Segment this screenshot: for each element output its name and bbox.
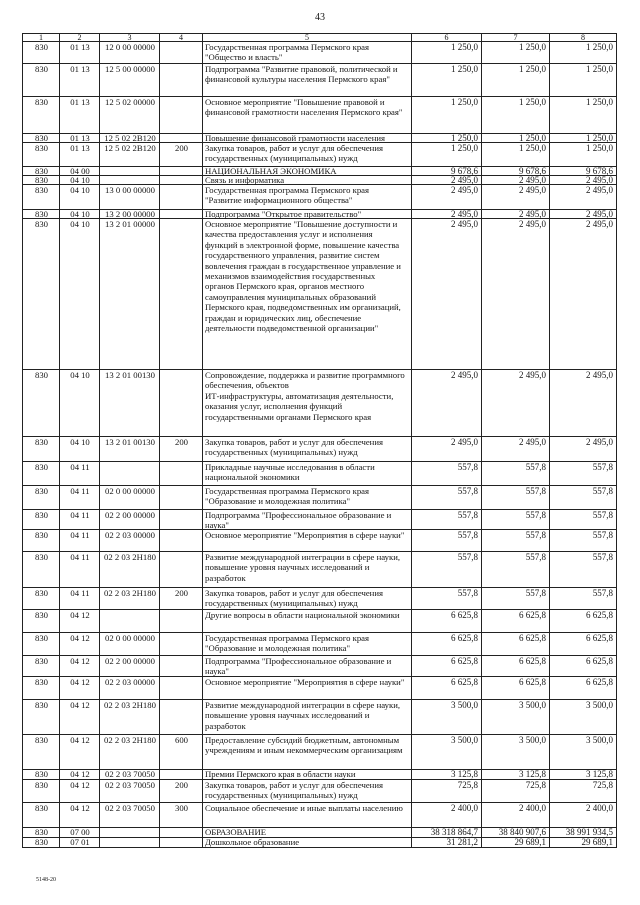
- cell-amount-col8: 557,8: [550, 588, 617, 610]
- cell-amount-col6: 2 495,0: [412, 185, 482, 210]
- cell-agency-code: 830: [23, 143, 60, 167]
- cell-expense-type: [160, 167, 203, 176]
- table-row: [23, 735, 617, 770]
- cell-amount-col7: 1 250,0: [482, 134, 550, 143]
- cell-item-name: Основное мероприятие "Повышение доступности и качества предоставления услуг и исполнения функций в электронной форме, повышение качества государственного управления, развитие систем вовлечения граждан в государственное управление и механизмов взаимодействия государственных органов Пермского края, органов местного самоуправления муниципальных образований Пермского края, подведомственных им организаций, граждан и юридических лиц, обеспечение деятельности подведомственной организации": [203, 219, 412, 370]
- table-row: [23, 486, 617, 510]
- cell-expense-type: [160, 176, 203, 185]
- cell-item-name: НАЦИОНАЛЬНАЯ ЭКОНОМИКА: [203, 167, 412, 176]
- cell-item-name: Государственная программа Пермского края "Образование и молодежная политика": [203, 486, 412, 510]
- cell-item-name: Премии Пермского края в области науки: [203, 770, 412, 780]
- cell-expense-type: 200: [160, 143, 203, 167]
- cell-amount-col6: 38 318 864,7: [412, 828, 482, 838]
- table-header-row: [23, 34, 617, 42]
- cell-amount-col6: 557,8: [412, 462, 482, 486]
- cell-expense-type: [160, 510, 203, 530]
- cell-item-name: Основное мероприятие "Мероприятия в сфере науки": [203, 677, 412, 700]
- cell-amount-col8: 2 495,0: [550, 370, 617, 437]
- cell-amount-col6: 1 250,0: [412, 97, 482, 134]
- cell-item-name: Другие вопросы в области национальной экономики: [203, 610, 412, 633]
- cell-target-code: 13 2 01 00130: [100, 370, 160, 437]
- cell-section-code: 01 13: [60, 134, 100, 143]
- cell-amount-col7: 1 250,0: [482, 42, 550, 64]
- cell-agency-code: 830: [23, 185, 60, 210]
- cell-agency-code: 830: [23, 656, 60, 677]
- cell-item-name: Дошкольное образование: [203, 838, 412, 848]
- table-row: [23, 143, 617, 167]
- cell-item-name: Повышение финансовой грамотности населения: [203, 134, 412, 143]
- cell-amount-col6: 9 678,6: [412, 167, 482, 176]
- cell-agency-code: 830: [23, 510, 60, 530]
- table-row: [23, 370, 617, 437]
- cell-target-code: 02 2 00 00000: [100, 656, 160, 677]
- cell-amount-col8: 1 250,0: [550, 64, 617, 97]
- cell-amount-col7: 38 840 907,6: [482, 828, 550, 838]
- cell-target-code: 02 2 03 00000: [100, 677, 160, 700]
- cell-agency-code: 830: [23, 610, 60, 633]
- cell-section-code: 04 12: [60, 780, 100, 803]
- cell-agency-code: 830: [23, 486, 60, 510]
- cell-amount-col7: 6 625,8: [482, 656, 550, 677]
- table-row: [23, 633, 617, 656]
- cell-amount-col6: 1 250,0: [412, 42, 482, 64]
- cell-amount-col6: 1 250,0: [412, 143, 482, 167]
- cell-amount-col6: 6 625,8: [412, 677, 482, 700]
- cell-target-code: 13 2 01 00130: [100, 437, 160, 462]
- cell-item-name: Закупка товаров, работ и услуг для обеспечения государственных (муниципальных) нужд: [203, 588, 412, 610]
- cell-section-code: 04 11: [60, 462, 100, 486]
- cell-expense-type: [160, 210, 203, 219]
- cell-section-code: 04 11: [60, 510, 100, 530]
- cell-expense-type: [160, 134, 203, 143]
- cell-amount-col8: 1 250,0: [550, 42, 617, 64]
- cell-amount-col8: 725,8: [550, 780, 617, 803]
- cell-amount-col7: 3 125,8: [482, 770, 550, 780]
- cell-target-code: [100, 838, 160, 848]
- cell-item-name: Подпрограмма "Открытое правительство": [203, 210, 412, 219]
- cell-expense-type: [160, 552, 203, 588]
- cell-amount-col6: 557,8: [412, 588, 482, 610]
- header-col-5: 5: [203, 34, 412, 42]
- cell-target-code: [100, 828, 160, 838]
- cell-amount-col8: 1 250,0: [550, 143, 617, 167]
- table-row: [23, 588, 617, 610]
- cell-agency-code: 830: [23, 64, 60, 97]
- cell-amount-col6: 2 495,0: [412, 219, 482, 370]
- table-row: [23, 552, 617, 588]
- cell-target-code: 02 2 03 70050: [100, 803, 160, 828]
- cell-expense-type: [160, 219, 203, 370]
- cell-expense-type: [160, 530, 203, 552]
- cell-amount-col8: 9 678,6: [550, 167, 617, 176]
- cell-section-code: 04 10: [60, 437, 100, 462]
- cell-amount-col7: 557,8: [482, 530, 550, 552]
- cell-target-code: [100, 462, 160, 486]
- cell-section-code: 01 13: [60, 42, 100, 64]
- cell-item-name: Развитие международной интеграции в сфере науки, повышение уровня научных исследований и разработок: [203, 552, 412, 588]
- header-col-2: 2: [60, 34, 100, 42]
- cell-agency-code: 830: [23, 210, 60, 219]
- cell-target-code: 13 0 00 00000: [100, 185, 160, 210]
- cell-amount-col7: 1 250,0: [482, 143, 550, 167]
- table-row: [23, 510, 617, 530]
- header-col-8: 8: [550, 34, 617, 42]
- cell-amount-col6: 1 250,0: [412, 64, 482, 97]
- cell-amount-col7: 3 500,0: [482, 700, 550, 735]
- table-row: [23, 437, 617, 462]
- cell-amount-col8: 6 625,8: [550, 677, 617, 700]
- cell-expense-type: [160, 677, 203, 700]
- cell-section-code: 04 12: [60, 633, 100, 656]
- cell-target-code: 02 2 03 2Н180: [100, 735, 160, 770]
- footer-document-code: 5148-20: [36, 877, 56, 883]
- cell-expense-type: [160, 656, 203, 677]
- cell-section-code: 04 10: [60, 219, 100, 370]
- cell-target-code: 02 2 03 00000: [100, 530, 160, 552]
- cell-expense-type: 200: [160, 780, 203, 803]
- cell-amount-col6: 557,8: [412, 530, 482, 552]
- table-row: [23, 462, 617, 486]
- cell-amount-col7: 1 250,0: [482, 64, 550, 97]
- cell-target-code: 02 2 03 2Н180: [100, 700, 160, 735]
- cell-amount-col6: 2 495,0: [412, 176, 482, 185]
- cell-section-code: 07 00: [60, 828, 100, 838]
- cell-item-name: Закупка товаров, работ и услуг для обеспечения государственных (муниципальных) нужд: [203, 780, 412, 803]
- cell-target-code: 12 0 00 00000: [100, 42, 160, 64]
- cell-amount-col7: 557,8: [482, 486, 550, 510]
- cell-expense-type: [160, 486, 203, 510]
- table-row: [23, 134, 617, 143]
- cell-target-code: 12 5 02 00000: [100, 97, 160, 134]
- cell-amount-col6: 557,8: [412, 510, 482, 530]
- cell-section-code: 04 11: [60, 588, 100, 610]
- cell-amount-col7: 2 495,0: [482, 219, 550, 370]
- cell-agency-code: 830: [23, 42, 60, 64]
- cell-target-code: 02 0 00 00000: [100, 486, 160, 510]
- cell-amount-col8: 557,8: [550, 552, 617, 588]
- cell-amount-col6: 3 125,8: [412, 770, 482, 780]
- cell-expense-type: [160, 462, 203, 486]
- cell-amount-col8: 2 400,0: [550, 803, 617, 828]
- cell-agency-code: 830: [23, 838, 60, 848]
- cell-amount-col8: 557,8: [550, 530, 617, 552]
- cell-expense-type: [160, 610, 203, 633]
- cell-expense-type: [160, 828, 203, 838]
- cell-item-name: Закупка товаров, работ и услуг для обеспечения государственных (муниципальных) нужд: [203, 437, 412, 462]
- cell-section-code: 04 00: [60, 167, 100, 176]
- table-row: [23, 610, 617, 633]
- cell-section-code: 01 13: [60, 97, 100, 134]
- table-row: [23, 219, 617, 370]
- cell-amount-col7: 725,8: [482, 780, 550, 803]
- cell-item-name: Закупка товаров, работ и услуг для обеспечения государственных (муниципальных) нужд: [203, 143, 412, 167]
- cell-item-name: Основное мероприятие "Мероприятия в сфере науки": [203, 530, 412, 552]
- cell-section-code: 04 12: [60, 700, 100, 735]
- cell-expense-type: [160, 42, 203, 64]
- cell-amount-col6: 557,8: [412, 552, 482, 588]
- cell-agency-code: 830: [23, 437, 60, 462]
- cell-agency-code: 830: [23, 134, 60, 143]
- cell-item-name: Связь и информатика: [203, 176, 412, 185]
- table-row: [23, 210, 617, 219]
- cell-agency-code: 830: [23, 167, 60, 176]
- cell-amount-col8: 6 625,8: [550, 633, 617, 656]
- cell-amount-col7: 6 625,8: [482, 610, 550, 633]
- cell-agency-code: 830: [23, 677, 60, 700]
- cell-amount-col7: 29 689,1: [482, 838, 550, 848]
- cell-amount-col7: 6 625,8: [482, 633, 550, 656]
- cell-amount-col6: 2 495,0: [412, 437, 482, 462]
- cell-target-code: 13 2 01 00000: [100, 219, 160, 370]
- table-row: [23, 780, 617, 803]
- cell-target-code: 02 2 00 00000: [100, 510, 160, 530]
- cell-agency-code: 830: [23, 97, 60, 134]
- cell-amount-col8: 3 125,8: [550, 770, 617, 780]
- table-row: [23, 42, 617, 64]
- cell-item-name: Сопровождение, поддержка и развитие программного обеспечения, объектов ИТ-инфраструктуры, автоматизация деятельности, оказания услуг, исполнения функций государственными органами Пермского края: [203, 370, 412, 437]
- cell-item-name: Развитие международной интеграции в сфере науки, повышение уровня научных исследований и разработок: [203, 700, 412, 735]
- cell-amount-col7: 2 495,0: [482, 185, 550, 210]
- header-col-4: 4: [160, 34, 203, 42]
- cell-target-code: 02 2 03 70050: [100, 770, 160, 780]
- cell-target-code: [100, 167, 160, 176]
- cell-amount-col8: 6 625,8: [550, 610, 617, 633]
- cell-expense-type: [160, 770, 203, 780]
- cell-expense-type: [160, 97, 203, 134]
- cell-amount-col8: 29 689,1: [550, 838, 617, 848]
- cell-item-name: Подпрограмма "Развитие правовой, политической и финансовой культуры населения Пермского края": [203, 64, 412, 97]
- cell-section-code: 04 12: [60, 610, 100, 633]
- page-number: 43: [315, 12, 325, 23]
- cell-amount-col8: 557,8: [550, 486, 617, 510]
- cell-target-code: 02 2 03 70050: [100, 780, 160, 803]
- cell-agency-code: 830: [23, 828, 60, 838]
- cell-agency-code: 830: [23, 370, 60, 437]
- cell-amount-col8: 2 495,0: [550, 176, 617, 185]
- cell-item-name: Подпрограмма "Профессиональное образование и наука": [203, 510, 412, 530]
- cell-amount-col8: 3 500,0: [550, 735, 617, 770]
- table-row: [23, 838, 617, 848]
- cell-amount-col6: 3 500,0: [412, 700, 482, 735]
- cell-amount-col7: 557,8: [482, 462, 550, 486]
- header-col-7: 7: [482, 34, 550, 42]
- cell-amount-col7: 2 495,0: [482, 437, 550, 462]
- cell-section-code: 01 13: [60, 64, 100, 97]
- cell-expense-type: 600: [160, 735, 203, 770]
- table-row: [23, 656, 617, 677]
- cell-agency-code: 830: [23, 530, 60, 552]
- cell-section-code: 04 10: [60, 210, 100, 219]
- cell-amount-col6: 1 250,0: [412, 134, 482, 143]
- cell-amount-col7: 6 625,8: [482, 677, 550, 700]
- cell-section-code: 04 11: [60, 486, 100, 510]
- cell-amount-col6: 557,8: [412, 486, 482, 510]
- cell-agency-code: 830: [23, 803, 60, 828]
- cell-amount-col6: 31 281,2: [412, 838, 482, 848]
- cell-amount-col8: 2 495,0: [550, 185, 617, 210]
- cell-amount-col7: 1 250,0: [482, 97, 550, 134]
- cell-amount-col8: 3 500,0: [550, 700, 617, 735]
- header-col-3: 3: [100, 34, 160, 42]
- budget-table: [22, 33, 617, 848]
- cell-amount-col8: 557,8: [550, 462, 617, 486]
- cell-item-name: Социальное обеспечение и иные выплаты населению: [203, 803, 412, 828]
- cell-item-name: Государственная программа Пермского края "Образование и молодежная политика": [203, 633, 412, 656]
- cell-target-code: 12 5 02 2В120: [100, 143, 160, 167]
- cell-target-code: 13 2 00 00000: [100, 210, 160, 219]
- cell-amount-col6: 6 625,8: [412, 610, 482, 633]
- cell-amount-col6: 6 625,8: [412, 656, 482, 677]
- header-col-1: 1: [23, 34, 60, 42]
- cell-expense-type: [160, 633, 203, 656]
- cell-expense-type: 200: [160, 437, 203, 462]
- table-row: [23, 530, 617, 552]
- cell-agency-code: 830: [23, 700, 60, 735]
- cell-amount-col8: 557,8: [550, 510, 617, 530]
- cell-expense-type: [160, 370, 203, 437]
- cell-expense-type: [160, 838, 203, 848]
- cell-agency-code: 830: [23, 770, 60, 780]
- cell-item-name: Основное мероприятие "Повышение правовой и финансовой грамотности населения Пермского края": [203, 97, 412, 134]
- cell-amount-col7: 2 495,0: [482, 370, 550, 437]
- cell-amount-col8: 1 250,0: [550, 97, 617, 134]
- table-row: [23, 185, 617, 210]
- cell-amount-col8: 6 625,8: [550, 656, 617, 677]
- cell-section-code: 04 12: [60, 735, 100, 770]
- cell-amount-col8: 2 495,0: [550, 219, 617, 370]
- cell-agency-code: 830: [23, 588, 60, 610]
- table-row: [23, 770, 617, 780]
- table-row: [23, 97, 617, 134]
- cell-agency-code: 830: [23, 219, 60, 370]
- cell-agency-code: 830: [23, 176, 60, 185]
- cell-item-name: Предоставление субсидий бюджетным, автономным учреждениям и иным некоммерческим организациям: [203, 735, 412, 770]
- cell-expense-type: 300: [160, 803, 203, 828]
- cell-section-code: 04 10: [60, 370, 100, 437]
- cell-section-code: 04 12: [60, 677, 100, 700]
- cell-target-code: 02 0 00 00000: [100, 633, 160, 656]
- cell-agency-code: 830: [23, 552, 60, 588]
- cell-amount-col6: 6 625,8: [412, 633, 482, 656]
- cell-target-code: 12 5 02 2В120: [100, 134, 160, 143]
- cell-amount-col6: 725,8: [412, 780, 482, 803]
- cell-amount-col7: 9 678,6: [482, 167, 550, 176]
- cell-section-code: 04 11: [60, 552, 100, 588]
- table-row: [23, 803, 617, 828]
- cell-section-code: 04 10: [60, 176, 100, 185]
- cell-amount-col6: 2 400,0: [412, 803, 482, 828]
- cell-agency-code: 830: [23, 735, 60, 770]
- cell-amount-col6: 2 495,0: [412, 210, 482, 219]
- cell-amount-col6: 2 495,0: [412, 370, 482, 437]
- cell-amount-col7: 2 495,0: [482, 210, 550, 219]
- cell-target-code: 02 2 03 2Н180: [100, 552, 160, 588]
- cell-amount-col7: 557,8: [482, 588, 550, 610]
- cell-amount-col8: 38 991 934,5: [550, 828, 617, 838]
- cell-item-name: Государственная программа Пермского края "Развитие информационного общества": [203, 185, 412, 210]
- cell-expense-type: [160, 700, 203, 735]
- cell-amount-col8: 2 495,0: [550, 210, 617, 219]
- cell-agency-code: 830: [23, 462, 60, 486]
- cell-section-code: 04 10: [60, 185, 100, 210]
- cell-target-code: [100, 610, 160, 633]
- header-col-6: 6: [412, 34, 482, 42]
- cell-section-code: 01 13: [60, 143, 100, 167]
- table-row: [23, 700, 617, 735]
- cell-item-name: ОБРАЗОВАНИЕ: [203, 828, 412, 838]
- cell-amount-col7: 2 400,0: [482, 803, 550, 828]
- cell-agency-code: 830: [23, 633, 60, 656]
- cell-amount-col7: 557,8: [482, 552, 550, 588]
- cell-target-code: 02 2 03 2Н180: [100, 588, 160, 610]
- table-row: [23, 64, 617, 97]
- cell-section-code: 04 11: [60, 530, 100, 552]
- cell-target-code: [100, 176, 160, 185]
- table-row: [23, 176, 617, 185]
- table-row: [23, 677, 617, 700]
- cell-section-code: 07 01: [60, 838, 100, 848]
- cell-amount-col7: 2 495,0: [482, 176, 550, 185]
- cell-amount-col6: 3 500,0: [412, 735, 482, 770]
- cell-amount-col7: 3 500,0: [482, 735, 550, 770]
- cell-amount-col7: 557,8: [482, 510, 550, 530]
- cell-target-code: 12 5 00 00000: [100, 64, 160, 97]
- cell-item-name: Подпрограмма "Профессиональное образование и наука": [203, 656, 412, 677]
- cell-section-code: 04 12: [60, 656, 100, 677]
- cell-section-code: 04 12: [60, 803, 100, 828]
- cell-item-name: Прикладные научные исследования в области национальной экономики: [203, 462, 412, 486]
- cell-expense-type: 200: [160, 588, 203, 610]
- cell-item-name: Государственная программа Пермского края "Общество и власть": [203, 42, 412, 64]
- cell-amount-col8: 2 495,0: [550, 437, 617, 462]
- cell-expense-type: [160, 64, 203, 97]
- cell-agency-code: 830: [23, 780, 60, 803]
- cell-section-code: 04 12: [60, 770, 100, 780]
- cell-expense-type: [160, 185, 203, 210]
- cell-amount-col8: 1 250,0: [550, 134, 617, 143]
